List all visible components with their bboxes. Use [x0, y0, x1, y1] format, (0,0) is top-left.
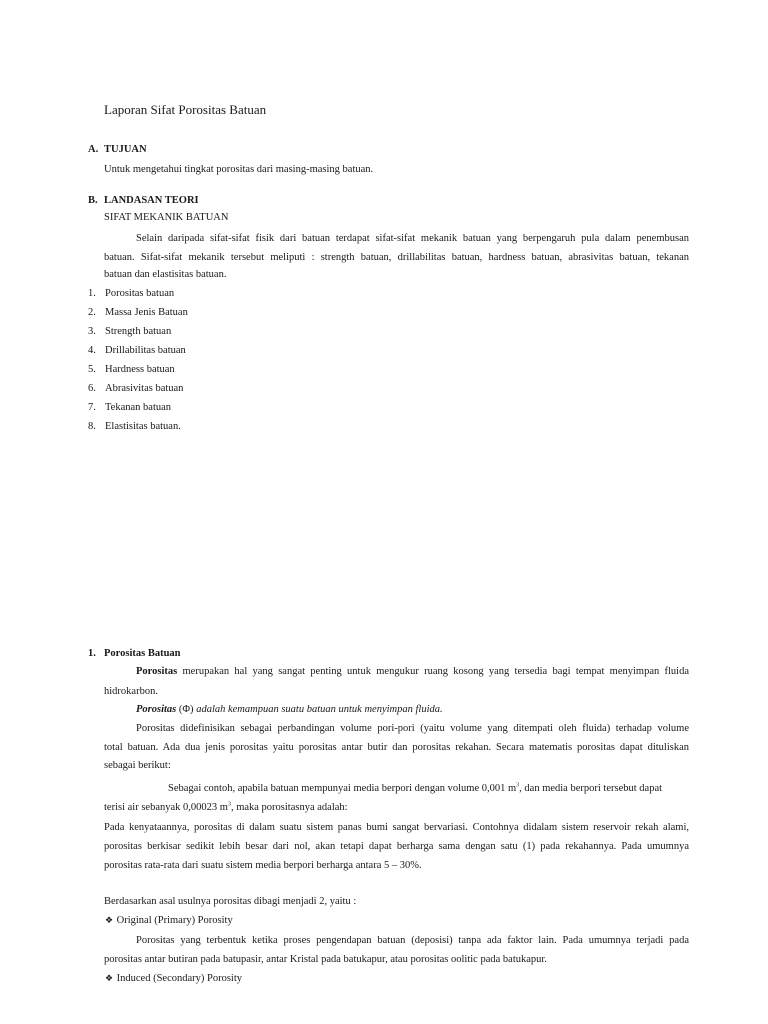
example-text: , maka porositasnya adalah:	[230, 802, 348, 813]
list-item-number: 2.	[88, 307, 96, 318]
section-1-p5: Berdasarkan asal usulnya porositas dibagi menjadi 2, yaitu :	[104, 896, 357, 907]
list-item-number: 8.	[88, 421, 96, 432]
section-1-p4-line3: porositas rata-rata dari suatu sistem media berpori berharga antara 5 – 30%.	[104, 860, 422, 871]
superscript: 3	[227, 801, 231, 808]
porositas-term: Porositas	[136, 704, 177, 715]
section-b-marker: B.	[88, 195, 98, 206]
porositas-term: Porositas	[136, 666, 178, 677]
list-item: Massa Jenis Batuan	[105, 307, 188, 318]
list-item-number: 6.	[88, 383, 96, 394]
section-a-text: Untuk mengetahui tingkat porositas dari masing-masing batuan.	[104, 164, 374, 175]
bullet-text: Induced (Secondary) Porosity	[116, 973, 243, 984]
list-item: Hardness batuan	[105, 364, 175, 375]
section-1-p3-line3: sebagai berikut:	[104, 760, 171, 771]
list-item-number: 5.	[88, 364, 96, 375]
list-item-number: 4.	[88, 345, 96, 356]
list-item: Abrasivitas batuan	[105, 383, 184, 394]
p2-definition: adalah kemampuan suatu batuan untuk menyimpan fluida.	[196, 704, 443, 715]
example-text: terisi air sebanyak 0,00023 m	[104, 802, 228, 813]
section-1-p3-line1: Porositas didefinisikan sebagai perbandingan volume pori-pori (yaitu volume yang ditempati oleh fluida) terhadap volume	[136, 723, 689, 734]
section-1-p1-line1	[136, 666, 689, 677]
diamond-bullet-icon: ❖	[104, 916, 114, 926]
example-line2	[104, 802, 348, 813]
list-item-number: 1.	[88, 288, 96, 299]
section-a-heading: TUJUAN	[104, 144, 147, 155]
section-1-p4-line2: porositas berkisar sedikit lebih besar dari nol, akan tetapi dapat berharga sama dengan satu (1) pada rekahannya. Pada umumnya	[104, 841, 689, 852]
p1-rest: merupakan hal yang sangat penting untuk mengukur ruang kosong yang tersedia bagi tempat menyimpan fluida	[177, 666, 689, 677]
section-a-marker: A.	[88, 144, 99, 155]
list-item: Strength batuan	[105, 326, 172, 337]
bullet-text: Original (Primary) Porosity	[116, 915, 233, 926]
section-1-p6-line2: porositas antar butiran pada batupasir, antar Kristal pada batukapur, atau porositas oolitic pada batukapur.	[104, 954, 547, 965]
section-b-para-line2: batuan. Sifat-sifat mekanik tersebut meliputi : strength batuan, drillabilitas batuan, hardness batuan, abrasivitas batuan, tekanan	[104, 252, 689, 263]
example-line1	[168, 783, 662, 794]
list-item: Porositas batuan	[105, 288, 175, 299]
section-b-para-line3: batuan dan elastisitas batuan.	[104, 269, 227, 280]
section-1-p1-line2: hidrokarbon.	[104, 686, 158, 697]
superscript: 3	[516, 782, 520, 789]
example-text: , dan media berpori tersebut dapat	[519, 783, 663, 794]
list-item-number: 7.	[88, 402, 96, 413]
section-1-p3-line2: total batuan. Ada dua jenis porositas yaitu porositas antar butir dan porositas rekahan. Secara matematis porositas dapat dituliskan	[104, 742, 689, 753]
list-item: Drillabilitas batuan	[105, 345, 186, 356]
document-title: Laporan Sifat Porositas Batuan	[104, 102, 267, 117]
section-1-p6-line1: Porositas yang terbentuk ketika proses pengendapan batuan (deposisi) tanpa ada faktor lain. Pada umumnya terjadi pada	[136, 935, 689, 946]
section-1-p2	[136, 704, 443, 715]
bullet-item-primary	[104, 915, 233, 926]
section-1-p4-line1: Pada kenyataannya, porositas di dalam suatu sistem panas bumi sangat bervariasi. Contohnya didalam sistem reservoir rekah alami,	[104, 822, 689, 833]
list-item: Tekanan batuan	[105, 402, 172, 413]
bullet-item-secondary	[104, 973, 242, 984]
section-1-heading: Porositas Batuan	[104, 648, 181, 659]
section-1-marker: 1.	[88, 648, 96, 659]
phi-symbol: (Φ)	[178, 704, 194, 715]
section-b-heading: LANDASAN TEORI	[104, 195, 199, 206]
example-text: Sebagai contoh, apabila batuan mempunyai media berpori dengan volume 0,001 m	[168, 783, 517, 794]
section-b-subheading: SIFAT MEKANIK BATUAN	[104, 212, 229, 223]
diamond-bullet-icon: ❖	[104, 974, 114, 984]
section-b-para-line1: Selain daripada sifat-sifat fisik dari batuan terdapat sifat-sifat mekanik batuan yang berpengaruh pula dalam penembusan	[136, 233, 689, 244]
list-item: Elastisitas batuan.	[105, 421, 181, 432]
list-item-number: 3.	[88, 326, 96, 337]
